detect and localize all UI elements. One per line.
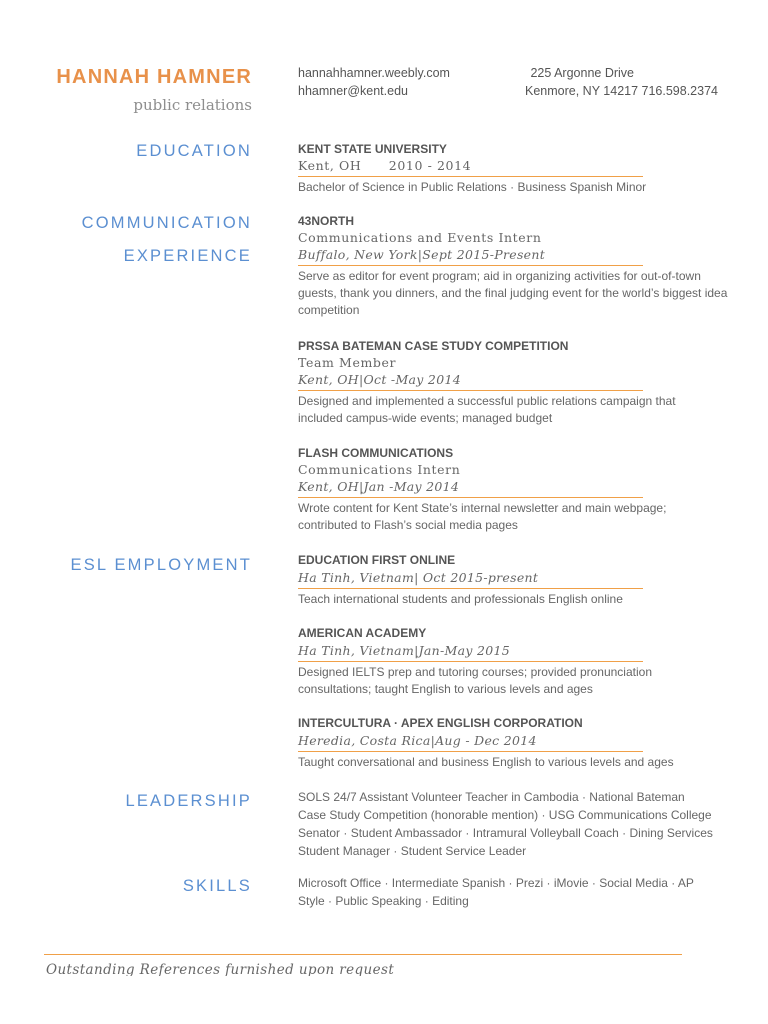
- section-esl-heading: ESL EMPLOYMENT: [70, 556, 252, 574]
- experience-entry-flash: [298, 444, 738, 534]
- entry-divider: [298, 176, 643, 177]
- entry-role: Communications Intern: [298, 462, 461, 477]
- entry-org: INTERCULTURA · APEX ENGLISH CORPORATION: [298, 716, 583, 730]
- entry-description: Designed IELTS prep and tutoring courses; provided pronunciation consultations; taught English to various levels and ages: [298, 665, 652, 696]
- degree-text: Bachelor of Science in Public Relations · Business Spanish Minor: [298, 180, 647, 194]
- entry-place-dates: Buffalo, New York|Sept 2015-Present: [298, 247, 546, 262]
- entry-org: PRSSA BATEMAN CASE STUDY COMPETITION: [298, 339, 569, 353]
- entry-place-dates: Ha Tinh, Vietnam| Oct 2015-present: [298, 570, 539, 585]
- entry-place-dates: Ha Tinh, Vietnam|Jan-May 2015: [298, 643, 511, 658]
- entry-divider: [298, 390, 643, 391]
- leadership-text: SOLS 24/7 Assistant Volunteer Teacher in Cambodia · National Bateman Case Study Competition (honorable mention) · USG Communications College Senator · Student Ambassador · Intramural Volleyball Coach · Dining Services Student Manager · Student Service Leader: [298, 790, 713, 858]
- entry-place-dates: Heredia, Costa Rica|Aug - Dec 2014: [298, 733, 537, 748]
- entry-description: Serve as editor for event program; aid in organizing activities for out-of-town guests, thank you dinners, and the final judging event for the world’s biggest idea competition: [298, 269, 728, 317]
- contact-address: [488, 64, 718, 100]
- candidate-name: HANNAH HAMNER: [56, 66, 252, 88]
- school-name: KENT STATE UNIVERSITY: [298, 142, 447, 156]
- entry-place-dates: Kent, OH|Jan -May 2014: [298, 479, 460, 494]
- entry-divider: [298, 265, 643, 266]
- esl-entry-education-first: [298, 551, 738, 608]
- esl-entry-intercultura: [298, 714, 738, 771]
- entry-divider: [298, 588, 643, 589]
- esl-entry-american-academy: [298, 624, 738, 698]
- website-link[interactable]: hannahhamner.weebly.com: [298, 66, 450, 80]
- entry-divider: [298, 661, 643, 662]
- footer-divider: [44, 954, 682, 955]
- experience-entry-43north: [298, 212, 738, 319]
- entry-description: Wrote content for Kent State’s internal newsletter and main webpage; contributed to Flash’s social media pages: [298, 501, 667, 532]
- entry-place-dates: Kent, OH|Oct -May 2014: [298, 372, 461, 387]
- entry-role: Communications and Events Intern: [298, 230, 542, 245]
- skills-text: Microsoft Office · Intermediate Spanish · Prezi · iMovie · Social Media · AP Style · Public Speaking · Editing: [298, 876, 694, 908]
- entry-org: EDUCATION FIRST ONLINE: [298, 553, 456, 567]
- section-communication-heading: COMMUNICATION: [81, 214, 252, 232]
- contact-web-email: [298, 64, 450, 100]
- school-place-dates: Kent, OH 2010 - 2014: [298, 158, 472, 173]
- entry-description: Taught conversational and business English to various levels and ages: [298, 755, 674, 769]
- candidate-tagline: public relations: [133, 96, 252, 114]
- email-link[interactable]: hhamner@kent.edu: [298, 84, 408, 98]
- entry-org: 43NORTH: [298, 214, 355, 228]
- entry-divider: [298, 497, 643, 498]
- entry-description: Teach international students and professionals English online: [298, 592, 623, 606]
- address-line-1: 225 Argonne Drive: [530, 66, 634, 80]
- address-line-2: Kenmore, NY 14217 716.598.2374: [525, 84, 718, 98]
- section-leadership-heading: LEADERSHIP: [125, 792, 252, 810]
- entry-divider: [298, 751, 643, 752]
- entry-role: Team Member: [298, 355, 397, 370]
- section-education-heading: EDUCATION: [136, 142, 252, 160]
- entry-description: Designed and implemented a successful public relations campaign that included campus-wide events; managed budget: [298, 394, 676, 425]
- entry-org: AMERICAN ACADEMY: [298, 626, 427, 640]
- references-note: Outstanding References furnished upon request: [46, 962, 395, 976]
- education-entry: [298, 140, 738, 196]
- section-skills-heading: SKILLS: [182, 877, 252, 895]
- entry-org: FLASH COMMUNICATIONS: [298, 446, 454, 460]
- experience-entry-prssa: [298, 337, 738, 427]
- section-experience-heading: EXPERIENCE: [123, 247, 252, 265]
